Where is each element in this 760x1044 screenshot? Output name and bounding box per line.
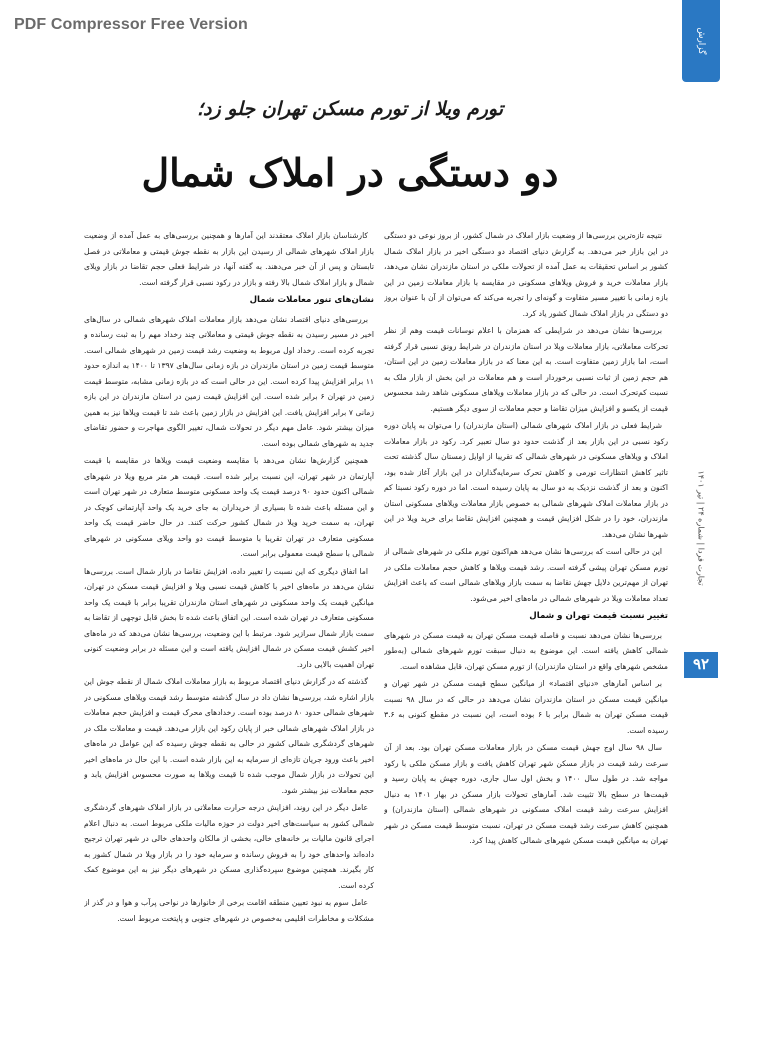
- paragraph: کارشناسان بازار املاک معتقدند این آمارها و همچنین بررسی‌های به عمل آمده از وضعیت بازار املاک شهرهای شمالی از رسیدن این بازار به نقطه جوش قیمتی و معاملاتی در فصل تابستان و پس از آن خبر می‌دهند. به گفته آنها، در شرایط فعلی حجم تقاضا در بازار ویلای شمال و بازار املاک شمال بالا رفته و بازار در رکود نسبی قرار گرفته است.: [84, 231, 374, 287]
- section-heading: تغییر نسبت قیمت تهران و شمال: [529, 611, 668, 621]
- section-tab-label: گزارش: [696, 27, 706, 55]
- page-number: ۹۲: [684, 652, 718, 678]
- paragraph: نتیجه تازه‌ترین بررسی‌ها از وضعیت بازار املاک در شمال کشور، از بروز نوعی دو دستگی در این بازار خبر می‌دهد. به گزارش دنیای اقتصاد دو دستگی اخیر در بازار املاک شمال کشور بر اساس تحقیقات به عمل آمده از تحولات ملکی در استان مازندران نشان می‌دهد، بازار معاملات خرید و فروش ویلاهای مسکونی در مقایسه با بازار معاملات زمین در این بازه زمانی با تغییر مسیر متفاوت و گونه‌ای را تجربه می‌کند که می‌توان از آن با عنوان بروز دو دستگی در بازار املاک شمال کشور یاد کرد.: [384, 231, 668, 318]
- paragraph: بر اساس آمارهای «دنیای اقتصاد» از میانگین سطح قیمت مسکن در شهر تهران و میانگین قیمت مسکن در استان مازندران نشان می‌دهد در حالی که در سال ۹۸ نسبت قیمت مسکن تهران به شمال برابر با ۶ بوده است، این نسبت در مقطع کنونی به ۳.۶ رسیده است.: [384, 679, 668, 735]
- section-heading: نشان‌های تنور معاملات شمال: [249, 295, 374, 305]
- paragraph: اما اتفاق دیگری که این نسبت را تغییر داده، افزایش تقاضا در بازار شمال است. بررسی‌ها نشان می‌دهد در ماه‌های اخیر با کاهش قیمت نسبی ویلا و افزایش قیمت مسکن در تهران، میانگین قیمت یک واحد مسکونی در شهرهای استان مازندران تقریبا برابر با قیمت یک واحد مسکونی متعارف در تهران شده است. این اتفاق باعث شده تا بخش قابل توجهی از تقاضا به سمت بازار شمال سرازیر شود. مرتبط با این وضعیت، بررسی‌ها نشان می‌دهد که در ماه‌های اخیر کشش قیمت مسکن در شمال افزایش یافته است و این مسئله در برابر وضعیت کنونی تهران اهمیت بالایی دارد.: [84, 566, 374, 669]
- article-title: دو دستگی در املاک شمال: [141, 150, 559, 195]
- article-column-left: [84, 228, 374, 986]
- paragraph: بررسی‌ها نشان می‌دهد نسبت و فاصله قیمت مسکن تهران به قیمت مسکن در شهرهای شمالی کاهش یافته است. این موضوع به دنبال سبقت تورم شهرهای شمالی (به‌طور مشخص شهرهای واقع در استان مازندران) از تورم مسکن تهران، قابل مشاهده است.: [384, 630, 668, 671]
- article-subtitle: تورم ویلا از تورم مسکن تهران جلو زد؛: [196, 98, 503, 120]
- side-caption: تجارت فردا | شماره ۲۴ | تیر ۱۴۰۱: [696, 470, 706, 586]
- paragraph: گذشته که در گزارش دنیای اقتصاد مربوط به بازار معاملات املاک شمال از نقطه جوش این بازار اشاره شد، بررسی‌ها نشان داد در سال گذشته متوسط رشد قیمت ویلاهای مسکونی در شهرهای شمالی حدود ۸۰ درصد بوده است. رخدادهای محرک قیمت و افزایش حجم معاملات در بازار املاک شهرهای شمالی خبر از پایان رکود این بازار می‌دهد. قیمت و معاملات ملک در شهرهای گردشگری شمالی کشور در حالی به نقطه جوش رسیده که این عوامل در ماه‌های اخیر باعث ورود جریان تازه‌ای از سرمایه به این بازار شده است. با این حال در ماه‌های اخیر این تحولات در بازار شمال موجب شده تا قیمت ویلاها به صورت محسوس افزایش یابد و حجم معاملات نیز بیشتر شود.: [84, 677, 374, 795]
- article-column-right: [384, 228, 668, 986]
- paragraph: بررسی‌های دنیای اقتصاد نشان می‌دهد بازار معاملات املاک شهرهای شمالی در سال‌های اخیر در مسیر رسیدن به نقطه جوش قیمتی و معاملاتی چند رخداد مهم را به ثبت رسانده و تجربه کرده است. رخداد اول مربوط به وضعیت رشد قیمت زمین در شهرهای شمالی است. متوسط قیمت زمین در استان مازندران در بازه زمانی سال‌های ۱۳۹۷ تا ۱۴۰۰ به اندازه حدود ۱۱ برابر افزایش پیدا کرده است. این در حالی است که در بازه زمانی مشابه، متوسط قیمت زمین در تهران ۶ برابر شده است. این افزایش قیمت زمین در استان مازندران در این بازه زمانی ۷ برابر افزایش یافت. این افزایش در بازار زمین باعث شد تا قیمت ویلاها نیز به همین میزان بیشتر شود. عامل مهم دیگر در تحولات شمال، تغییر الگوی مهاجرت و حضور تقاضای جدید به شهرهای شمالی بوده است.: [84, 314, 374, 448]
- section-tab: [682, 0, 720, 82]
- paragraph: عامل سوم به نبود تعیین منطقه اقامت برخی از خانوارها در نواحی پرآب و هوا و در گذر از مشکلات و مخاطرات اقلیمی به‌خصوص در شهرهای جنوبی و پایتخت مربوط است.: [84, 898, 374, 923]
- paragraph: این در حالی است که بررسی‌ها نشان می‌دهد هم‌اکنون تورم ملکی در شهرهای شمالی از تورم مسکن تهران پیشی گرفته است. رشد قیمت ویلاها و کاهش حجم معاملات ملکی در تهران از مهم‌ترین دلایل جهش تقاضا به سمت بازار ویلاهای شمالی است که باعث افزایش تعداد معاملات ویلا در شهرهای شمالی در ماه‌های اخیر می‌شود.: [384, 547, 668, 603]
- paragraph: شرایط فعلی در بازار املاک شهرهای شمالی (استان مازندران) را می‌توان به پایان دوره رکود نسبی در این بازار بعد از گذشت حدود دو سال تعبیر کرد. رکود در بازار معاملات املاک و ویلاهای مسکونی در شهرهای شمالی که تقریبا از اوایل زمستان سال گذشته تحت تاثیر کاهش انتظارات تورمی و کاهش تحرک سرمایه‌گذاران در این بازار آغاز شده بود، اکنون و بعد از گذشت نزدیک به دو سال به پایان رسیده است. اما در دوره رکود نسبتا کم در بازار معاملات املاک شهرهای شمالی به خصوص بازار معاملات ویلاهای مسکونی استان مازندران، خود را در شکل افزایش قیمت و همچنین افزایش تقاضا برای خرید ویلا در این شهرها نشان می‌دهد.: [384, 421, 668, 539]
- side-caption-strip: [692, 408, 710, 648]
- paragraph: عامل دیگر در این روند، افزایش درجه حرارت معاملاتی در بازار املاک شهرهای گردشگری شمالی کشور به سیاست‌های اخیر دولت در حوزه مالیات ملکی مربوط است. به دنبال اعلام اجرای قانون مالیات بر خانه‌های خالی، بخشی از مالکان واحدهای خالی در شهر تهران ترجیح داده‌اند واحدهای خود را به فروش رسانده و سرمایه خود را در بازار ویلا در شمال کشور به کار بگیرند. همچنین موضوع سپرده‌گذاری مسکن در شهرهای دیگر نیز به این موضوع کمک کرده است.: [84, 803, 374, 890]
- paragraph: همچنین گزارش‌ها نشان می‌دهد با مقایسه وضعیت قیمت ویلاها در مقایسه با قیمت آپارتمان در شهر تهران، این نسبت برابر شده است. قیمت هر متر مربع ویلا در شهرهای شمالی اکنون حدود ۹۰ درصد قیمت یک واحد مسکونی متوسط متعارف در شهر تهران است و این مسئله باعث شده تا بسیاری از خریداران به جای خرید یک واحد آپارتمانی کوچک در تهران، به سمت خرید ویلا در شمال کشور حرکت کنند. در حال حاضر قیمت یک واحد مسکونی متعارف در تهران تقریبا با متوسط قیمت دو واحد ویلای مسکونی در شهرهای شمالی با سطح قیمت معمولی برابر است.: [84, 456, 374, 558]
- watermark-text: PDF Compressor Free Version: [14, 16, 248, 33]
- paragraph: بررسی‌ها نشان می‌دهد در شرایطی که همزمان با اعلام نوسانات قیمت وهم از نظر تحرکات معاملاتی، بازار معاملات ویلا در استان مازندران در شرایط رونق نسبی قرار گرفته است، اما بازار زمین متفاوت است. به این معنا که در بازار معاملات زمین در این استان، هم حجم زمین از ثبات نسبی برخوردار است و هم معاملات در این بخش از بازار ملک به نسبت کم‌تحرک است. در حالی که در بازار معاملات ویلاهای مسکونی شاهد رشد محسوس قیمت از یکسو و افزایش میزان تقاضا و حجم معاملات از سوی دیگر هستیم.: [384, 326, 668, 413]
- paragraph: سال ۹۸ سال اوج جهش قیمت مسکن در بازار معاملات مسکن تهران بود. بعد از آن سرعت رشد قیمت در بازار مسکن شهر تهران کاهش یافت و بازار مسکن ملکی با رکود مواجه شد. در طول سال ۱۴۰۰ و بخش اول سال جاری، دوره جهش به پایان رسید و قیمت‌ها در سطح بالا تثبیت شد. آمارهای تحولات بازار مسکن در بهار ۱۴۰۱ به دنبال افزایش سرعت رشد قیمت املاک مسکونی در شهرهای شمالی (استان مازندران) و همچنین کاهش سرعت رشد قیمت مسکن در تهران، نسبت متوسط قیمت مسکن در شهر تهران به میانگین قیمت مسکن شهرهای شمالی کاهش پیدا کرد.: [384, 743, 668, 845]
